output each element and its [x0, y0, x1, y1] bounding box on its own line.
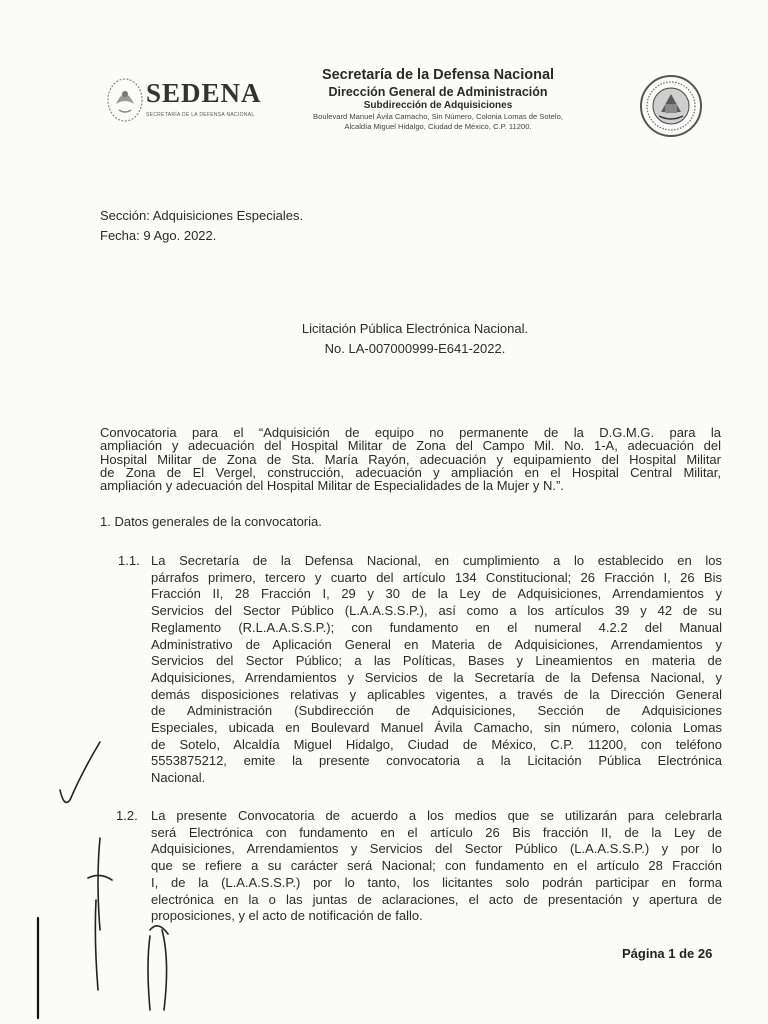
paragraph-line: Servicios del Sector Público (L.A.A.S.S.P.), así como a los artículos 39 y 42 de su	[151, 603, 722, 619]
convocatoria-line: de Zona de El Vergel, construcción, adecuación y ampliación en el Hospital Central Militar,	[100, 464, 721, 480]
paragraph-line: electrónica en la o las juntas de aclaraciones, el acto de presentación y apertura de	[151, 891, 722, 907]
paragraph-line: La presente Convocatoria de acuerdo a los medios que se utilizarán para celebrarla	[151, 808, 722, 823]
convocatoria-line: Convocatoria para el “Adquisición de equipo no permanente de la D.G.M.G. para la	[100, 425, 721, 440]
page-number: Página 1 de 26	[622, 946, 713, 961]
paragraph-line: de Administración (Subdirección de Adquisiciones, Sección de Adquisiciones	[151, 703, 722, 719]
paragraph-line: 5553875212, emite la presente convocatoria a la Licitación Pública Electrónica	[151, 753, 722, 769]
checkmark-icon	[60, 742, 100, 802]
letterhead-address-line1: Boulevard Manuel Ávila Camacho, Sin Número, Colonia Lomas de Sotelo,	[313, 112, 563, 121]
paragraph-line: Adquisiciones, Arrendamientos y Servicios de la Secretaría de la Defensa Nacional, y	[151, 669, 722, 685]
paragraph-line: demás disposiciones relativas y aplicables vigentes, a través de la Dirección General	[151, 686, 722, 702]
paragraph-line: proposiciones, y el acto de notificación de fallo.	[151, 908, 423, 924]
paragraph-line: Especiales, ubicada en Boulevard Manuel Ávila Camacho, sin número, colonia Lomas	[151, 720, 722, 736]
licitacion-number: No. LA-007000999-E641-2022.	[324, 341, 506, 356]
paragraph-line: párrafos primero, tercero y cuarto del artículo 134 Constitucional; 26 Fracción I, 26 Bis	[151, 569, 722, 585]
paragraph-line: Reglamento (R.L.A.A.S.S.P.); con fundamento en el numeral 4.2.2 del Manual	[151, 619, 722, 635]
initials-signature-icon	[88, 838, 168, 1010]
letterhead-title: Secretaría de la Defensa Nacional	[321, 67, 555, 83]
paragraph-line: Servicios del Sector Público; a las Políticas, Bases y Lineamientos en materia de	[151, 653, 722, 669]
convocatoria-line: Hospital Militar de Zona de Sta. María Rayón, adecuación y equipamiento del Hospital Militar	[100, 451, 721, 467]
paragraph-number: 1.1.	[118, 553, 140, 568]
sedena-logo-subtitle: SECRETARÍA DE LA DEFENSA NACIONAL	[146, 112, 255, 118]
paragraph-line: I, de la (L.A.A.S.S.P.) por lo tanto, los licitantes solo podrán participar en forma	[151, 874, 722, 890]
paragraph-line: será Electrónica con fundamento en el artículo 26 Bis fracción II, de la Ley de	[151, 824, 722, 840]
paragraph-line: que se refiere a su carácter será Nacional; con fundamento en el artículo 28 Fracción	[151, 858, 722, 874]
paragraph-number: 1.2.	[116, 808, 138, 823]
licitacion-title: Licitación Pública Electrónica Nacional.	[301, 321, 529, 336]
convocatoria-line: ampliación y adecuación del Hospital Militar de Zona del Campo Mil. No. 1-A, adecuación del	[100, 438, 721, 454]
paragraph-line: de Sotelo, Alcaldía Miguel Hidalgo, Ciudad de México, C.P. 11200, con teléfono	[151, 736, 722, 752]
paragraph-line: Nacional.	[151, 770, 206, 786]
letterhead-direccion: Dirección General de Administración	[328, 84, 548, 99]
paragraph-line: Adquisiciones, Arrendamientos y Servicios del Sector Público (L.A.A.S.S.P.) y por lo	[151, 841, 722, 857]
paragraph-line: Administrativo de Aplicación General en Materia de Adquisiciones, Arrendamientos y	[151, 636, 722, 652]
fecha-label: Fecha: 9 Ago. 2022.	[100, 228, 217, 243]
sedena-logo-word: SEDENA	[146, 78, 262, 108]
letterhead-address-line2: Alcaldía Miguel Hidalgo, Ciudad de México, C.P. 11200.	[344, 121, 532, 131]
section-heading: 1. Datos generales de la convocatoria.	[100, 514, 322, 529]
seccion-label: Sección: Adquisiciones Especiales.	[100, 208, 304, 223]
letterhead-subdireccion: Subdirección de Adquisiciones	[363, 100, 513, 111]
paragraph-line: La Secretaría de la Defensa Nacional, en cumplimiento a lo establecido en los	[151, 553, 722, 568]
convocatoria-line: ampliación y adecuación del Hospital Militar de Especialidades de la Mujer y N.”.	[100, 478, 564, 494]
paragraph-line: Fracción II, 28 Fracción I, 29 y 30 de la Ley de Adquisiciones, Arrendamientos y	[151, 586, 722, 602]
